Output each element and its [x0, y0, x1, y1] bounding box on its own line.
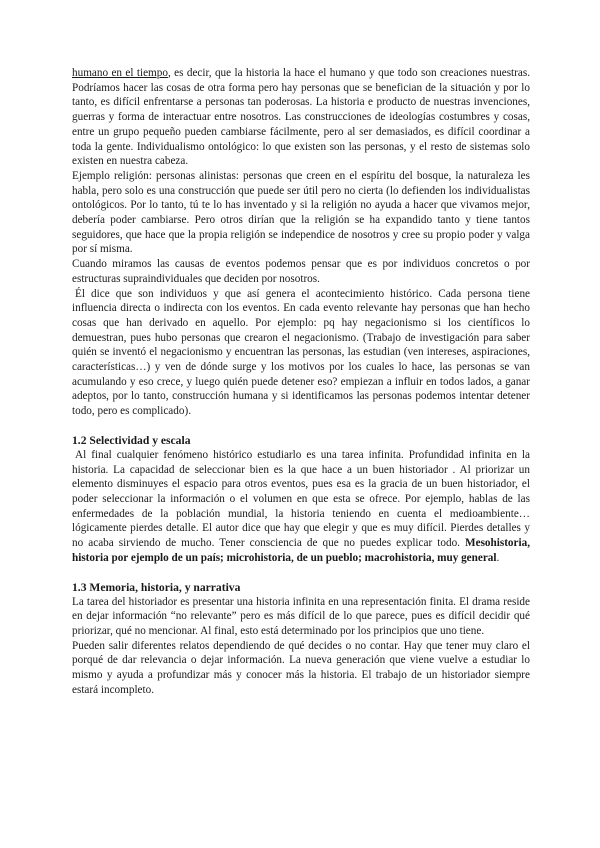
intro-paragraph-4: Él dice que son individuos y que así genera el acontecimiento histórico. Cada persona tiene influencia directa o indirecta con los eventos. En cada evento relevante hay personas que han hecho cosas que han derivado en aquello. Por ejemplo: pq hay negacionismo si los científicos lo demuestran, pues hubo personas que crearon el negacionismo. (Trabajo de investigación para saber quién se inventó el negacionismo y encuentran las personas, las estudian (ven intereses, aspiraciones, características…) y ven de dónde surge y los motivos por los cuales lo hace, las personas se van acumulando y eso crece, y luego quién puede detener eso? empiezan a influir en todos lados, a ganar adeptos, por lo tanto, construcción humana y si identificamos las personas podemos intentar detener todo, pero es complicado).: [72, 287, 530, 418]
intro-paragraph-1-text: , es decir, que la historia la hace el humano y que todo son creaciones nuestras. Podríamos hacer las cosas de otra forma pero hay personas que se benefician de la situación y por lo tanto, es difícil enfrentarse a personas tan poderosas. La historia e producto de nuestras invenciones, guerras y forma de interactuar entre nosotros. Las construcciones de ideologías costumbres y cosas, entre un grupo pequeño pueden cambiarse fácilmente, pero al ser demasiados, es difícil coordinar a toda la gente. Individualismo ontológico: lo que existen son las personas, y el resto de sistemas solo existen en nuestra cabeza.: [72, 67, 530, 168]
spacer: [72, 566, 530, 580]
document-page: [72, 66, 530, 697]
intro-paragraph-2: Ejemplo religión: personas alinistas: personas que creen en el espíritu del bosque, la naturaleza les habla, pero solo es una construcción que puede ser útil pero no cierta (lo defienden los individualistas ontológicos. Por lo tanto, tú te lo has inventado y si la religión no ayuda a hacer que vivamos mejor, debería poder cambiarse. Pero otros dirían que la religión se ha expandido tanto y tiene tantos seguidores, que hace que la propia religión se independice de nosotros y cree su propio poder y valga por sí misma.: [72, 169, 530, 256]
section-1-2-end: .: [496, 551, 500, 564]
section-1-3-paragraph-2: Pueden salir diferentes relatos dependiendo de qué decides o no contar. Hay que tener muy claro el porqué de dar relevancia o dejar información. La nueva generación que viene vuelve a estudiar lo mismo y ayuda a profundizar más y conocer más la historia. El trabajo de un historiador siempre estará incompleto.: [72, 639, 530, 696]
section-1-3-paragraph-1: La tarea del historiador es presentar una historia infinita en una representación finita. El drama reside en dejar información “no relevante” pero es más difícil de lo que parece, pues es difícil decidir qué priorizar, qué no mencionar. Al final, esto está determinado por los principios que uno tiene.: [72, 595, 530, 637]
section-1-2-text: Al final cualquier fenómeno histórico estudiarlo es una tarea infinita. Profundidad infinita en la historia. La capacidad de seleccionar bien es la que hace a un buen historiador . Al priorizar un elemento disminuyes el espacio para otros eventos, pues esa es la gracia de un buen historiador, el poder seleccionar la información o el volumen en que esta se ofrece. Por ejemplo, hablas de las enfermedades de la población mundial, la historia teniendo en cuenta el medioambiente… lógicamente pierdes detalle. El autor dice que hay que elegir y que es muy difícil. Pierdes detalles y no acaba sirviendo de mucho. Tener consciencia de que no puedes explicar todo.: [72, 448, 530, 550]
intro-paragraph-1: [72, 66, 530, 169]
section-heading-1-3: 1.3 Memoria, historia, y narrativa: [72, 580, 241, 594]
section-1-2-paragraph: [72, 448, 530, 566]
section-heading-1-2: 1.2 Selectividad y escala: [72, 433, 191, 447]
intro-paragraph-3: Cuando miramos las causas de eventos podemos pensar que es por individuos concretos o por estructuras supraindividuales que deciden por nosotros.: [72, 258, 530, 285]
spacer: [72, 419, 530, 433]
section-1-2-bold-text: Mesohistoria, historia por ejemplo de un país; microhistoria, de un pueblo; macrohistoria, muy general: [72, 537, 530, 564]
underlined-phrase: humano en el tiempo: [72, 67, 168, 79]
